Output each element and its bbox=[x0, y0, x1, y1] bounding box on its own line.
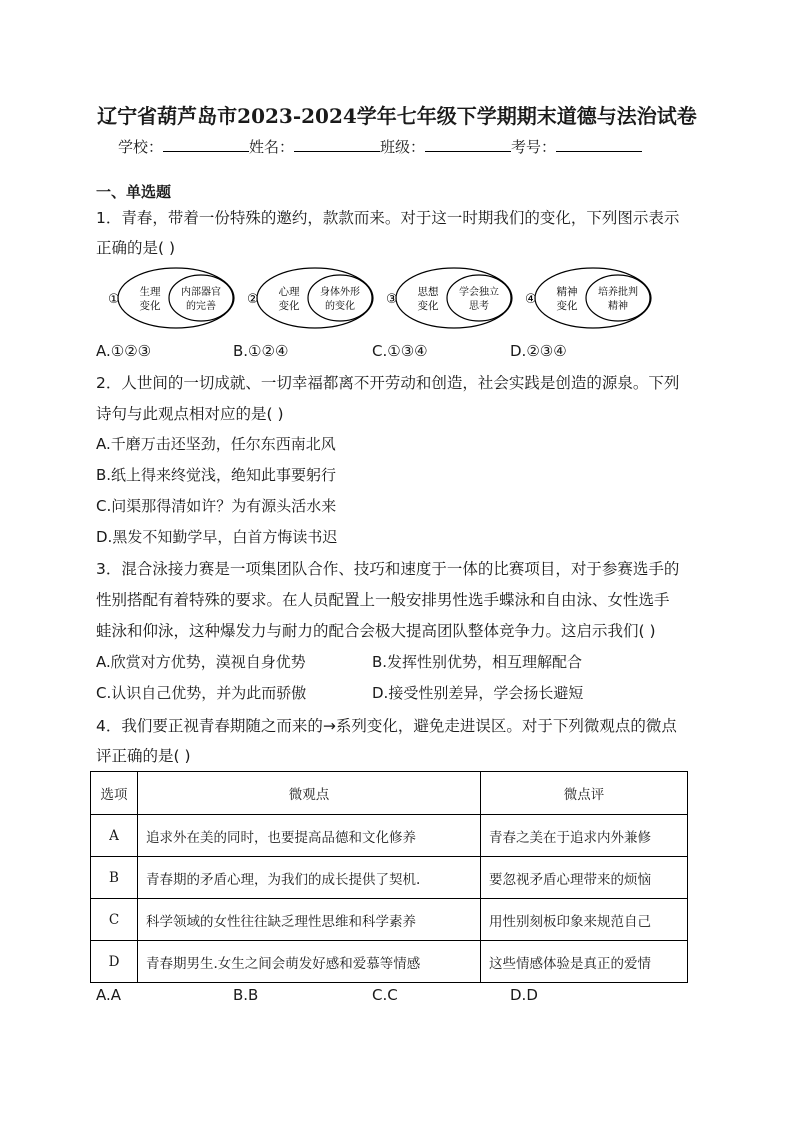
page-title: 辽宁省葫芦岛市2023-2024学年七年级下学期期末道德与法治试卷 bbox=[97, 104, 697, 128]
table-cell-viewpoint: 青春期的矛盾心理，为我们的成长提供了契机. bbox=[138, 857, 481, 899]
table-cell-comment: 这些情感体验是真正的爱情 bbox=[481, 941, 688, 983]
diagram-1-outer-text2: 变化 bbox=[139, 300, 161, 312]
table-cell-comment: 青春之美在于追求内外兼修 bbox=[481, 815, 688, 857]
table-cell-viewpoint: 青春期男生.女生之间会萌发好感和爱慕等情感 bbox=[138, 941, 481, 983]
diagram-1-outer-ellipse bbox=[118, 268, 234, 328]
q1-diagram-3 bbox=[386, 268, 512, 328]
diagram-4-inner-ellipse bbox=[586, 275, 650, 321]
q1-diagram-2 bbox=[247, 268, 373, 328]
table-header-cell: 微点评 bbox=[481, 772, 688, 815]
table-cell-viewpoint: 科学领域的女性往往缺乏理性思维和科学素养 bbox=[138, 899, 481, 941]
diagram-4-outer-text2: 变化 bbox=[556, 300, 578, 312]
diagram-3-inner-text1: 学会独立 bbox=[459, 287, 499, 298]
diagram-3-inner-text2: 思考 bbox=[469, 301, 489, 312]
diagram-4-inner-text2: 精神 bbox=[608, 301, 628, 312]
diagram-3-outer-ellipse bbox=[396, 268, 512, 328]
diagram-1-inner-ellipse bbox=[169, 275, 233, 321]
diagram-2-outer-text2: 变化 bbox=[278, 300, 300, 312]
school-label: 学校： bbox=[118, 138, 164, 156]
class-blank[interactable] bbox=[425, 137, 511, 152]
diagram-2-outer-text1: 心理 bbox=[278, 286, 300, 298]
table-header-cell: 选项 bbox=[91, 772, 138, 815]
table-header-cell: 微观点 bbox=[138, 772, 481, 815]
q2-option-a[interactable]: A.千磨万击还坚劲，任尔东西南北风 bbox=[96, 435, 336, 453]
table-cell-viewpoint: 追求外在美的同时，也要提高品德和文化修养 bbox=[138, 815, 481, 857]
number-label: 考号： bbox=[511, 138, 557, 156]
q3-option-b[interactable]: B.发挥性别优势，相互理解配合 bbox=[372, 653, 583, 671]
diagram-3-number: ③ bbox=[386, 292, 398, 307]
q1-diagram-4 bbox=[525, 268, 651, 328]
q4-option-b[interactable]: B.B bbox=[233, 986, 259, 1004]
q4-table bbox=[90, 771, 688, 983]
table-row bbox=[91, 857, 688, 899]
diagram-1-number: ① bbox=[108, 292, 120, 307]
table-cell-option: C bbox=[91, 899, 138, 941]
diagram-4-inner-text1: 培养批判 bbox=[598, 287, 638, 298]
diagram-4-outer-text1: 精神 bbox=[556, 286, 578, 298]
q4-option-c[interactable]: C.C bbox=[372, 986, 398, 1004]
table-row bbox=[91, 941, 688, 983]
q3-option-d[interactable]: D.接受性别差异，学会扬长避短 bbox=[372, 684, 584, 702]
table-cell-option: D bbox=[91, 941, 138, 983]
table-cell-option: B bbox=[91, 857, 138, 899]
table-cell-comment: 要忽视矛盾心理带来的烦恼 bbox=[481, 857, 688, 899]
q1-stem-line2: 正确的是( ) bbox=[96, 239, 176, 257]
number-blank[interactable] bbox=[556, 137, 642, 152]
q4-option-d[interactable]: D.D bbox=[510, 986, 538, 1004]
q1-stem-line1: 1．青春，带着一份特殊的邀约，款款而来。对于这一时期我们的变化，下列图示表示 bbox=[96, 209, 680, 227]
diagram-4-outer-ellipse bbox=[535, 268, 651, 328]
table-cell-comment: 用性别刻板印象来规范自己 bbox=[481, 899, 688, 941]
diagram-3-inner-ellipse bbox=[447, 275, 511, 321]
q4-stem-line1: 4．我们要正视青春期随之而来的→系列变化，避免走进误区。对于下列微观点的微点 bbox=[96, 717, 677, 735]
diagram-2-inner-text1: 身体外形 bbox=[320, 287, 360, 298]
q4-stem-line2: 评正确的是( ) bbox=[96, 747, 191, 765]
q2-option-b[interactable]: B.纸上得来终觉浅，绝知此事要躬行 bbox=[96, 466, 337, 484]
diagram-2-inner-ellipse bbox=[308, 275, 372, 321]
diagram-1-inner-text2: 的完善 bbox=[186, 301, 216, 312]
diagram-3-outer-text1: 思想 bbox=[417, 286, 439, 298]
q2-stem-line2: 诗句与此观点相对应的是( ) bbox=[96, 405, 284, 423]
diagram-4-number: ④ bbox=[525, 292, 537, 307]
diagram-1-inner-text1: 内部器官 bbox=[181, 287, 221, 298]
diagram-2-outer-ellipse bbox=[257, 268, 373, 328]
q1-option-b[interactable]: B.①②④ bbox=[233, 342, 289, 360]
q1-diagram-1 bbox=[108, 268, 234, 328]
table-header-row bbox=[91, 772, 688, 815]
q3-option-c[interactable]: C.认识自己优势，并为此而骄傲 bbox=[96, 684, 307, 702]
student-info-line bbox=[118, 136, 642, 157]
table-cell-option: A bbox=[91, 815, 138, 857]
q3-stem-line1: 3．混合泳接力赛是一项集团队合作、技巧和速度于一体的比赛项目，对于参赛选手的 bbox=[96, 560, 680, 578]
class-label: 班级： bbox=[380, 138, 426, 156]
q1-option-a[interactable]: A.①②③ bbox=[96, 342, 152, 360]
diagram-3-outer-text2: 变化 bbox=[417, 300, 439, 312]
diagram-2-number: ② bbox=[247, 292, 259, 307]
section-heading: 一、单选题 bbox=[96, 183, 172, 201]
q3-stem-line2: 性别搭配有着特殊的要求。在人员配置上一般安排男性选手蝶泳和自由泳、女性选手 bbox=[96, 591, 670, 609]
q1-diagram-set bbox=[102, 266, 682, 334]
diagram-2-inner-text2: 的变化 bbox=[325, 301, 355, 312]
table-row bbox=[91, 899, 688, 941]
q2-option-c[interactable]: C.问渠那得清如许？为有源头活水来 bbox=[96, 497, 337, 515]
q3-stem-line3: 蛙泳和仰泳，这种爆发力与耐力的配合会极大提高团队整体竞争力。这启示我们( ) bbox=[96, 622, 656, 640]
name-label: 姓名： bbox=[249, 138, 295, 156]
q2-stem-line1: 2．人世间的一切成就、一切幸福都离不开劳动和创造，社会实践是创造的源泉。下列 bbox=[96, 374, 680, 392]
q2-option-d[interactable]: D.黑发不知勤学早，白首方悔读书迟 bbox=[96, 528, 338, 546]
diagram-1-outer-text1: 生理 bbox=[139, 286, 161, 298]
school-blank[interactable] bbox=[163, 137, 249, 152]
q4-option-a[interactable]: A.A bbox=[96, 986, 122, 1004]
name-blank[interactable] bbox=[294, 137, 380, 152]
q1-option-d[interactable]: D.②③④ bbox=[510, 342, 567, 360]
table-row bbox=[91, 815, 688, 857]
q1-option-c[interactable]: C.①③④ bbox=[372, 342, 428, 360]
q3-option-a[interactable]: A.欣赏对方优势，漠视自身优势 bbox=[96, 653, 306, 671]
